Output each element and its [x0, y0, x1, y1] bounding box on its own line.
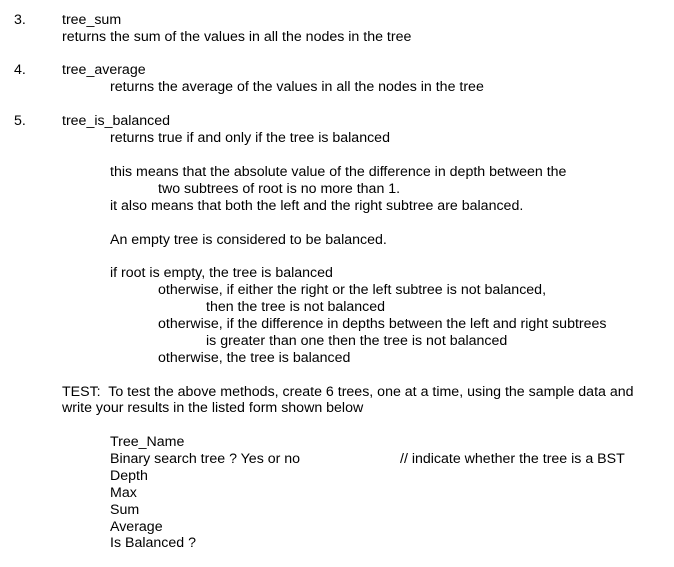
item-description-tree-average: returns the average of the values in all the nodes in the tree [110, 79, 484, 95]
item-description-tree-is-balanced: returns true if and only if the tree is balanced [110, 130, 390, 146]
item-number-5: 5. [14, 113, 26, 129]
item-name-tree-sum: tree_sum [62, 12, 122, 28]
form-max: Max [110, 485, 137, 501]
form-bst-comment: // indicate whether the tree is a BST [400, 451, 625, 467]
form-depth: Depth [110, 468, 148, 484]
item-name-tree-average: tree_average [62, 62, 146, 78]
form-tree-name: Tree_Name [110, 434, 185, 450]
item-number-3: 3. [14, 12, 26, 28]
algorithm-line-6: otherwise, the tree is balanced [158, 350, 351, 366]
balanced-meaning-line-1: this means that the absolute value of the difference in depth between the [110, 164, 567, 180]
item-name-tree-is-balanced: tree_is_balanced [62, 113, 171, 129]
empty-tree-note: An empty tree is considered to be balanced. [110, 232, 387, 248]
form-binary-search-tree: Binary search tree ? Yes or no [110, 451, 301, 467]
balanced-meaning-line-3: it also means that both the left and the right subtree are balanced. [110, 198, 524, 214]
algorithm-line-3: then the tree is not balanced [206, 299, 386, 315]
test-instructions-line-2: write your results in the listed form shown below [62, 400, 364, 416]
test-instructions-line-1: TEST: To test the above methods, create 6 trees, one at a time, using the sample data and [62, 384, 634, 400]
algorithm-line-1: if root is empty, the tree is balanced [110, 265, 333, 281]
form-sum: Sum [110, 502, 140, 518]
algorithm-line-4: otherwise, if the difference in depths between the left and right subtrees [158, 316, 607, 332]
form-average: Average [110, 519, 163, 535]
item-description-tree-sum: returns the sum of the values in all the nodes in the tree [62, 29, 412, 45]
algorithm-line-5: is greater than one then the tree is not balanced [206, 333, 508, 349]
form-is-balanced: Is Balanced ? [110, 535, 196, 551]
balanced-meaning-line-2: two subtrees of root is no more than 1. [158, 181, 401, 197]
item-number-4: 4. [14, 62, 26, 78]
algorithm-line-2: otherwise, if either the right or the left subtree is not balanced, [158, 282, 547, 298]
